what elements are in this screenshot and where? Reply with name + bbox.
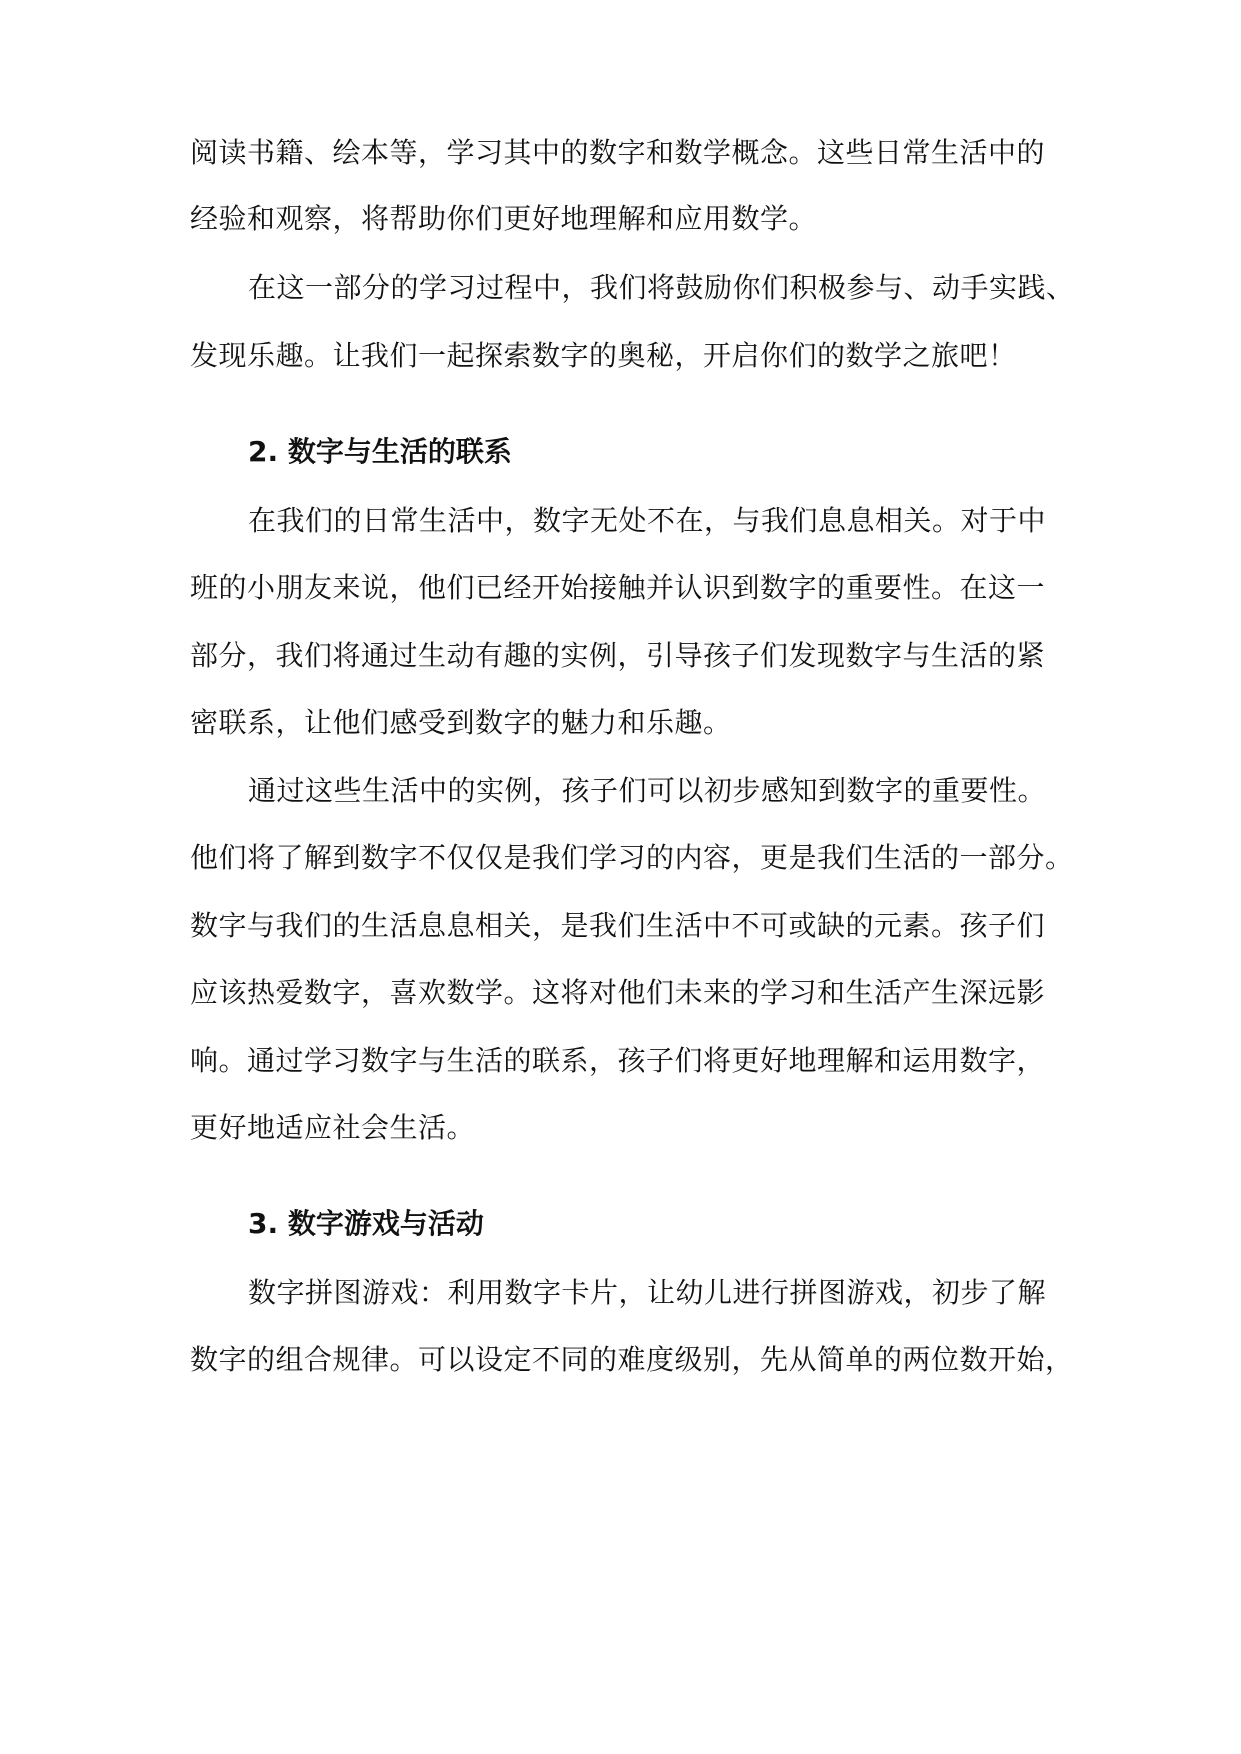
paragraph-line: 数字的组合规律。可以设定不同的难度级别，先从简单的两位数开始， — [190, 1343, 1074, 1376]
paragraph-line: 更好地适应社会生活。 — [190, 1111, 476, 1144]
paragraph-line: 班的小朋友来说，他们已经开始接触并认识到数字的重要性。在这一 — [190, 571, 1046, 604]
paragraph-line: 通过这些生活中的实例，孩子们可以初步感知到数字的重要性。 — [248, 774, 1047, 807]
paragraph-line: 阅读书籍、绘本等，学习其中的数字和数学概念。这些日常生活中的 — [190, 136, 1046, 169]
paragraph-line: 在这一部分的学习过程中，我们将鼓励你们积极参与、动手实践、 — [248, 271, 1075, 304]
paragraph-line: 密联系，让他们感受到数字的魅力和乐趣。 — [190, 706, 732, 739]
paragraph-line: 他们将了解到数字不仅仅是我们学习的内容，更是我们生活的一部分。 — [190, 841, 1074, 874]
section-heading: 3. 数字游戏与活动 — [248, 1207, 484, 1240]
section-heading: 2. 数字与生活的联系 — [248, 435, 512, 468]
paragraph-line: 响。通过学习数字与生活的联系，孩子们将更好地理解和运用数字， — [190, 1044, 1046, 1077]
paragraph-line: 发现乐趣。让我们一起探索数字的奥秘，开启你们的数学之旅吧！ — [190, 339, 1017, 372]
paragraph-line: 数字与我们的生活息息相关，是我们生活中不可或缺的元素。孩子们 — [190, 909, 1046, 942]
paragraph-line: 数字拼图游戏：利用数字卡片，让幼儿进行拼图游戏，初步了解 — [248, 1276, 1047, 1309]
paragraph-line: 部分，我们将通过生动有趣的实例，引导孩子们发现数字与生活的紧 — [190, 639, 1046, 672]
paragraph-line: 在我们的日常生活中，数字无处不在，与我们息息相关。对于中 — [248, 504, 1047, 537]
paragraph-line: 经验和观察，将帮助你们更好地理解和应用数学。 — [190, 202, 818, 235]
paragraph-line: 应该热爱数字，喜欢数学。这将对他们未来的学习和生活产生深远影 — [190, 976, 1046, 1009]
